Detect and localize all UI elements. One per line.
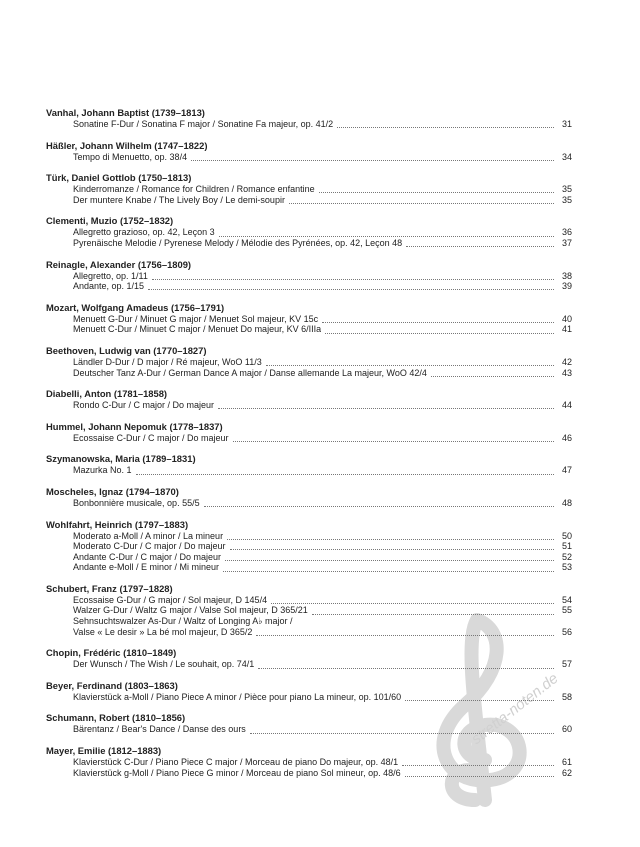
- entry-title: Bärentanz / Bear's Dance / Danse des ours: [73, 724, 246, 735]
- composer-name: Reinagle, Alexander (1756–1809): [46, 258, 192, 270]
- dot-leader: [219, 229, 554, 237]
- entry-title: Valse « Le desir » La bé mol majeur, D 365/2: [73, 626, 253, 637]
- dot-leader: [319, 185, 554, 193]
- dot-leader: [322, 315, 554, 323]
- toc-entry[interactable]: [46, 271, 572, 282]
- composer-name: Beyer, Ferdinand (1803–1863): [46, 679, 178, 691]
- composer-section: [46, 679, 572, 703]
- toc-entry[interactable]: [46, 281, 572, 292]
- composer-name: Häßler, Johann Wilhelm (1747–1822): [46, 139, 208, 151]
- entry-title: Deutscher Tanz A-Dur / German Dance A major / Danse allemande La majeur, WoO 42/4: [73, 367, 427, 378]
- page-number: 60: [561, 724, 572, 735]
- entry-title: Bonbonnière musicale, op. 55/5: [73, 497, 200, 508]
- composer-section: [46, 301, 572, 335]
- composer-section: [46, 518, 572, 573]
- composer-name: Türk, Daniel Gottlob (1750–1813): [46, 172, 192, 184]
- composer-name: Wohlfahrt, Heinrich (1797–1883): [46, 518, 189, 530]
- composer-section: [46, 387, 572, 411]
- dot-leader: [289, 196, 554, 204]
- dot-leader: [225, 553, 554, 561]
- entry-title: Allegretto, op. 1/11: [73, 270, 148, 281]
- toc-entry[interactable]: [46, 562, 572, 573]
- page-number: 46: [561, 432, 572, 443]
- toc-entry[interactable]: [46, 119, 572, 130]
- page-number: 37: [561, 237, 572, 248]
- entry-title: Andante e-Moll / E minor / Mi mineur: [73, 562, 220, 573]
- entry-title: Mazurka No. 1: [73, 465, 132, 476]
- dot-leader: [136, 467, 554, 475]
- toc-entry[interactable]: [46, 465, 572, 476]
- dot-leader: [325, 326, 554, 334]
- toc-entry[interactable]: [46, 368, 572, 379]
- page-number: 35: [561, 184, 572, 195]
- dot-leader: [250, 726, 554, 734]
- entry-title: Sehnsuchtswalzer As-Dur / Waltz of Longing A♭ major /: [73, 616, 293, 627]
- toc-entry[interactable]: [46, 692, 572, 703]
- composer-section: [46, 139, 572, 163]
- composer-section: [46, 171, 572, 205]
- toc-entry[interactable]: [46, 531, 572, 542]
- toc-entry[interactable]: [46, 552, 572, 563]
- composer-section: [46, 485, 572, 509]
- entry-title: Menuett C-Dur / Minuet C major / Menuet Do majeur, KV 6/IIIa: [73, 324, 322, 335]
- entry-title: Andante, op. 1/15: [73, 281, 145, 292]
- dot-leader: [271, 596, 554, 604]
- toc-entry[interactable]: [46, 433, 572, 444]
- composer-name: Clementi, Muzio (1752–1832): [46, 215, 174, 227]
- table-of-contents: [46, 106, 572, 787]
- watermark-text: stretta-noten.de: [468, 669, 562, 748]
- toc-entry[interactable]: [46, 357, 572, 368]
- composer-name: Schubert, Franz (1797–1828): [46, 582, 173, 594]
- composer-name: Schumann, Robert (1810–1856): [46, 712, 186, 724]
- composer-name: Vanhal, Johann Baptist (1739–1813): [46, 107, 205, 118]
- dot-leader: [256, 628, 554, 636]
- toc-entry[interactable]: [46, 605, 572, 616]
- page-number: 34: [561, 151, 572, 162]
- dot-leader: [191, 153, 554, 161]
- entry-title: Andante C-Dur / C major / Do majeur: [73, 551, 222, 562]
- toc-entry[interactable]: [46, 238, 572, 249]
- dot-leader: [218, 401, 554, 409]
- dot-leader: [405, 769, 554, 777]
- dot-leader: [297, 618, 554, 625]
- toc-entry[interactable]: [46, 757, 572, 768]
- page-number: 55: [561, 605, 572, 616]
- dot-leader: [337, 120, 554, 128]
- page-number: 39: [561, 281, 572, 292]
- composer-section: [46, 582, 572, 637]
- page-number: 36: [561, 227, 572, 238]
- entry-title: Sonatine F-Dur / Sonatina F major / Sonatine Fa majeur, op. 41/2: [73, 119, 334, 129]
- page-number: 41: [561, 324, 572, 335]
- entry-title: Klavierstück C-Dur / Piano Piece C major / Morceau de piano Do majeur, op. 48/1: [73, 757, 399, 768]
- entry-title: Tempo di Menuetto, op. 38/4: [73, 151, 188, 162]
- entry-title: Walzer G-Dur / Waltz G major / Valse Sol majeur, D 365/21: [73, 605, 308, 616]
- page-number: 54: [561, 594, 572, 605]
- composer-section: [46, 106, 572, 130]
- composer-section: [46, 452, 572, 476]
- dot-leader: [405, 693, 554, 701]
- toc-entry[interactable]: [46, 724, 572, 735]
- entry-title: Ecossaise G-Dur / G major / Sol majeur, D 145/4: [73, 594, 268, 605]
- page-number: 43: [561, 367, 572, 378]
- composer-section: [46, 420, 572, 444]
- entry-title: Rondo C-Dur / C major / Do majeur: [73, 400, 215, 411]
- entry-title: Kinderromanze / Romance for Children / Romance enfantine: [73, 184, 315, 195]
- toc-entry[interactable]: [46, 616, 572, 627]
- entry-title: Der Wunsch / The Wish / Le souhait, op. 74/1: [73, 659, 255, 670]
- dot-leader: [152, 272, 554, 280]
- dot-leader: [266, 358, 554, 366]
- page-number: 44: [561, 400, 572, 411]
- page-number: 51: [561, 541, 572, 552]
- page-number: 52: [561, 551, 572, 562]
- page-number: 47: [561, 465, 572, 476]
- toc-entry[interactable]: [46, 595, 572, 606]
- entry-title: Pyrenäische Melodie / Pyrenese Melody / Mélodie des Pyrénées, op. 42, Leçon 48: [73, 237, 403, 248]
- page-number: 58: [561, 691, 572, 702]
- composer-section: [46, 258, 572, 292]
- entry-title: Menuett G-Dur / Minuet G major / Menuet Sol majeur, KV 15c: [73, 313, 319, 324]
- entry-title: Der muntere Knabe / The Lively Boy / Le demi-soupir: [73, 194, 285, 205]
- toc-entry[interactable]: [46, 627, 572, 638]
- toc-entry[interactable]: [46, 227, 572, 238]
- dot-leader: [431, 369, 554, 377]
- dot-leader: [258, 661, 554, 669]
- toc-entry[interactable]: [46, 314, 572, 325]
- page-number: 61: [561, 757, 572, 768]
- dot-leader: [223, 564, 554, 572]
- composer-section: [46, 711, 572, 735]
- toc-entry[interactable]: [46, 400, 572, 411]
- composer-name: Hummel, Johann Nepomuk (1778–1837): [46, 420, 223, 432]
- composer-name: Mayer, Emilie (1812–1883): [46, 745, 162, 757]
- entry-title: Klavierstück g-Moll / Piano Piece G minor / Morceau de piano Sol mineur, op. 48/6: [73, 767, 401, 778]
- toc-entry[interactable]: [46, 659, 572, 670]
- page-number: 48: [561, 497, 572, 508]
- composer-name: Chopin, Frédéric (1810–1849): [46, 647, 177, 659]
- composer-name: Moscheles, Ignaz (1794–1870): [46, 485, 179, 497]
- page-number: 38: [561, 270, 572, 281]
- dot-leader: [204, 499, 554, 507]
- toc-entry[interactable]: [46, 498, 572, 509]
- composer-name: Mozart, Wolfgang Amadeus (1756–1791): [46, 301, 225, 313]
- toc-entry[interactable]: [46, 768, 572, 779]
- composer-section: [46, 344, 572, 378]
- page-number: 53: [561, 562, 572, 573]
- entry-title: Ecossaise C-Dur / C major / Do majeur: [73, 432, 229, 443]
- entry-title: Moderato a-Moll / A minor / La mineur: [73, 530, 224, 541]
- composer-section: [46, 744, 572, 778]
- page-number: 35: [561, 194, 572, 205]
- dot-leader: [227, 532, 554, 540]
- composer-name: Diabelli, Anton (1781–1858): [46, 388, 168, 400]
- entry-title: Klavierstück a-Moll / Piano Piece A minor / Pièce pour piano La mineur, op. 101/60: [73, 691, 402, 702]
- entry-title: Allegretto grazioso, op. 42, Leçon 3: [73, 227, 215, 238]
- toc-entry[interactable]: [46, 152, 572, 163]
- toc-entry[interactable]: [46, 184, 572, 195]
- page-number: 57: [561, 659, 572, 670]
- page-number: 42: [561, 356, 572, 367]
- composer-section: [46, 646, 572, 670]
- page-number: 50: [561, 530, 572, 541]
- dot-leader: [406, 239, 554, 247]
- dot-leader: [230, 542, 554, 550]
- entry-title: Ländler D-Dur / D major / Ré majeur, WoO 11/3: [73, 356, 262, 367]
- page-number: 56: [561, 626, 572, 637]
- dot-leader: [148, 282, 554, 290]
- page-number: 31: [561, 119, 572, 129]
- toc-entry[interactable]: [46, 541, 572, 552]
- toc-entry[interactable]: [46, 324, 572, 335]
- toc-entry[interactable]: [46, 195, 572, 206]
- dot-leader: [233, 434, 554, 442]
- composer-section: [46, 214, 572, 248]
- composer-name: Beethoven, Ludwig van (1770–1827): [46, 344, 207, 356]
- entry-title: Moderato C-Dur / C major / Do majeur: [73, 541, 226, 552]
- composer-name: Szymanowska, Maria (1789–1831): [46, 453, 196, 465]
- dot-leader: [312, 607, 554, 615]
- page-number: 40: [561, 313, 572, 324]
- page-number: 62: [561, 767, 572, 778]
- dot-leader: [402, 758, 554, 766]
